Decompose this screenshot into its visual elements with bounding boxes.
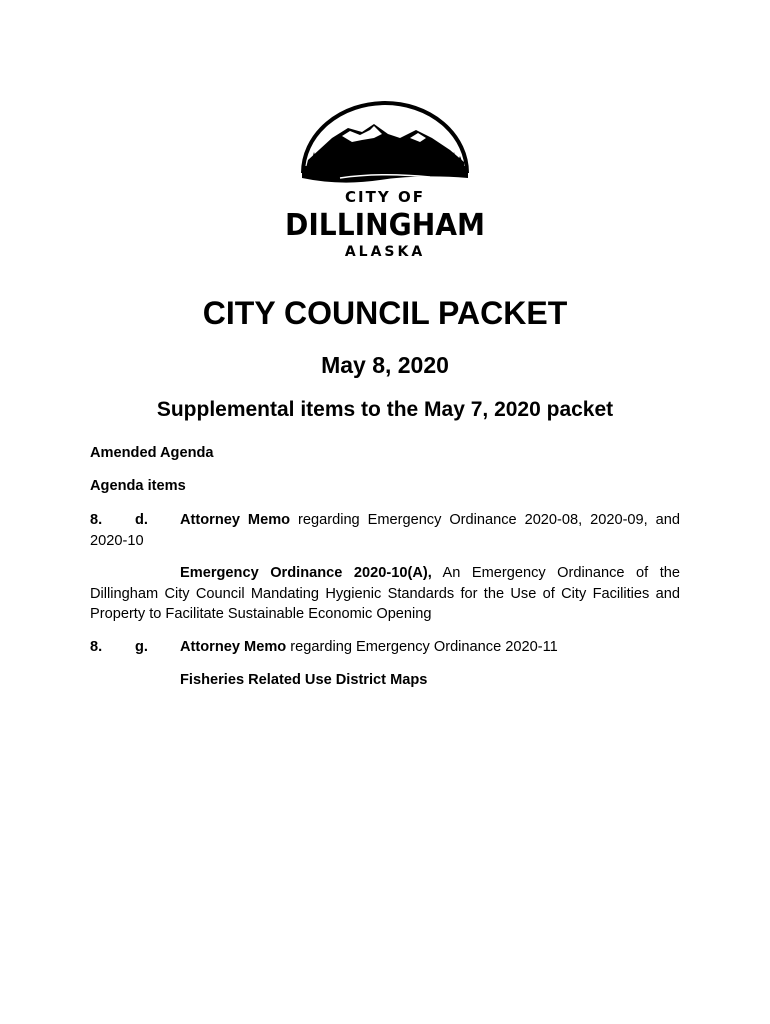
item-bold-label: Attorney Memo xyxy=(180,639,287,655)
ordinance-bold-label: Emergency Ordinance 2020-10(A), xyxy=(180,565,432,581)
item-letter: g. xyxy=(135,639,148,655)
agenda-items-label: Agenda items xyxy=(90,478,186,494)
ordinance-description: An Emergency Ordinance of the Dillingham City Council Mandating Hygienic Standards for the Use of City Facilities and Property to Facilitate Sustainable Economic Opening xyxy=(90,565,681,622)
city-logo xyxy=(270,98,500,263)
item-letter: d. xyxy=(135,512,148,528)
item-number: 8. xyxy=(90,512,103,528)
logo-line1: CITY OF xyxy=(345,188,425,206)
item-bold-label: Attorney Memo xyxy=(180,512,291,528)
item-description: regarding Emergency Ordinance 2020-08, 2020-09, and xyxy=(290,512,680,528)
city-logo-graphic xyxy=(270,98,500,263)
fisheries-maps-item xyxy=(90,670,680,691)
logo-line2: DILLINGHAM xyxy=(285,208,485,243)
agenda-item-8g xyxy=(90,637,680,658)
logo-line3: ALASKA xyxy=(344,244,426,260)
emergency-ordinance-item xyxy=(90,563,680,625)
item-number: 8. xyxy=(90,639,103,655)
packet-subtitle: Supplemental items to the May 7, 2020 packet xyxy=(156,398,614,421)
agenda-item-8d xyxy=(90,510,680,551)
item-description-cont: 2020-10 xyxy=(90,532,144,549)
item-description: regarding Emergency Ordinance 2020-11 xyxy=(286,639,558,655)
packet-date: May 8, 2020 xyxy=(321,352,449,378)
packet-title: CITY COUNCIL PACKET xyxy=(202,295,568,331)
fisheries-maps-label: Fisheries Related Use District Maps xyxy=(180,672,428,688)
amended-agenda-label: Amended Agenda xyxy=(90,445,214,461)
